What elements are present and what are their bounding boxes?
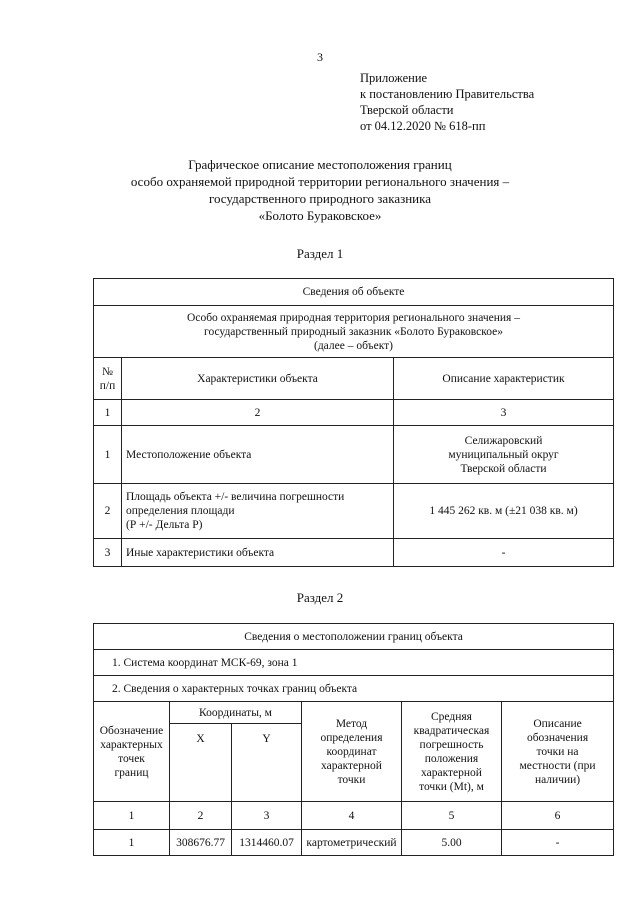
document-title [70, 156, 570, 224]
coordinate-system: 1. Система координат МСК-69, зона 1 [94, 650, 614, 676]
text-line: погрешность [419, 738, 484, 751]
object-info-table [93, 278, 614, 567]
col-header-method [302, 702, 402, 802]
index-cell: 1 [94, 400, 122, 426]
text-line: обозначения [526, 731, 589, 744]
index-cell: 3 [232, 802, 302, 830]
col-header-description: Описание характеристик [394, 358, 614, 400]
row-description [394, 539, 614, 567]
row-number: 3 [94, 539, 122, 567]
text-line: положения [424, 752, 479, 765]
table-row [94, 539, 614, 567]
index-cell: 5 [402, 802, 502, 830]
text-line: местности (при [519, 759, 596, 772]
col-header-x: X [170, 724, 232, 802]
col-num-line-1: № [102, 365, 113, 378]
text-line: характерной [421, 766, 482, 779]
section-2-heading: Раздел 2 [296, 590, 344, 605]
row-characteristic [122, 539, 394, 567]
section-1-heading: Раздел 1 [296, 246, 344, 261]
row-description [394, 426, 614, 484]
text-line: характерной [321, 759, 382, 772]
text-line: точки на [536, 745, 579, 758]
col-header-num [94, 358, 122, 400]
text-line: определения [320, 731, 383, 744]
col-header-y: Y [232, 724, 302, 802]
text-line: характерных [100, 738, 163, 751]
text-line: Описание [533, 717, 582, 730]
appendix-line-2: к постановлению Правительства [360, 87, 535, 101]
text-line: Средняя [431, 710, 472, 723]
index-cell: 1 [94, 802, 170, 830]
col-header-coordinates: Координаты, м [170, 702, 302, 724]
text-line: Местоположение объекта [126, 448, 252, 461]
text-line: границ [114, 766, 149, 779]
table-row [94, 426, 614, 484]
text-line: муниципальный округ [448, 448, 559, 461]
text-line: 1 445 262 кв. м (±21 038 кв. м) [429, 505, 578, 517]
appendix-header [360, 70, 534, 134]
col-header-error [402, 702, 502, 802]
point-y: 1314460.07 [232, 830, 302, 856]
boundary-points-table [93, 623, 614, 856]
point-error: 5.00 [402, 830, 502, 856]
row-characteristic [122, 484, 394, 539]
col-num-line-2: п/п [99, 379, 116, 392]
table-row [94, 830, 614, 856]
col-header-characteristics: Характеристики объекта [122, 358, 394, 400]
row-number: 1 [94, 426, 122, 484]
object-description [94, 306, 614, 358]
row-description [394, 484, 614, 539]
points-info: 2. Сведения о характерных точках границ объекта [94, 676, 614, 702]
object-line-1: Особо охраняемая природная территория регионального значения – [187, 311, 520, 324]
title-line-2: особо охраняемой природной территории регионального значения – [130, 174, 510, 189]
point-id: 1 [94, 830, 170, 856]
text-line: (Р +/- Дельта Р) [126, 519, 203, 531]
text-line: Метод [335, 717, 368, 730]
title-line-3: государственного природного заказника [208, 191, 432, 206]
col-header-point-description [502, 702, 614, 802]
text-line: Тверской области [460, 462, 547, 475]
text-line: Иные характеристики объекта [126, 546, 275, 559]
index-cell: 3 [394, 400, 614, 426]
col-header-point [94, 702, 170, 802]
index-cell: 2 [122, 400, 394, 426]
row-number: 2 [94, 484, 122, 539]
appendix-line-1: Приложение [360, 71, 428, 85]
text-line: Селижаровский [464, 434, 543, 447]
object-line-2: государственный природный заказник «Болото Бураковское» [204, 325, 503, 338]
text-line: координат [326, 745, 377, 758]
title-line-1: Графическое описание местоположения границ [188, 157, 452, 172]
table-title: Сведения об объекте [94, 279, 614, 306]
text-line: наличии) [534, 773, 581, 786]
point-description: - [502, 830, 614, 856]
table-title: Сведения о местоположении границ объекта [94, 624, 614, 650]
text-line: точки (Mt), м [419, 780, 484, 793]
text-line: - [501, 546, 506, 559]
object-line-3: (далее – объект) [314, 339, 393, 352]
title-line-4: «Болото Бураковское» [258, 208, 382, 223]
row-characteristic [122, 426, 394, 484]
page-number: 3 [317, 50, 323, 64]
index-cell: 2 [170, 802, 232, 830]
table-row [94, 484, 614, 539]
text-line: точек [118, 752, 145, 765]
appendix-line-4: от 04.12.2020 № 618-пп [360, 119, 486, 133]
index-cell: 4 [302, 802, 402, 830]
text-line: квадратическая [413, 724, 490, 737]
text-line: Обозначение [99, 724, 164, 737]
text-line: определения площади [126, 505, 235, 517]
point-method: картометрический [302, 830, 402, 856]
point-x: 308676.77 [170, 830, 232, 856]
text-line: Площадь объекта +/- величина погрешности [126, 491, 345, 503]
text-line: точки [337, 773, 366, 786]
index-cell: 6 [502, 802, 614, 830]
appendix-line-3: Тверской области [360, 103, 454, 117]
